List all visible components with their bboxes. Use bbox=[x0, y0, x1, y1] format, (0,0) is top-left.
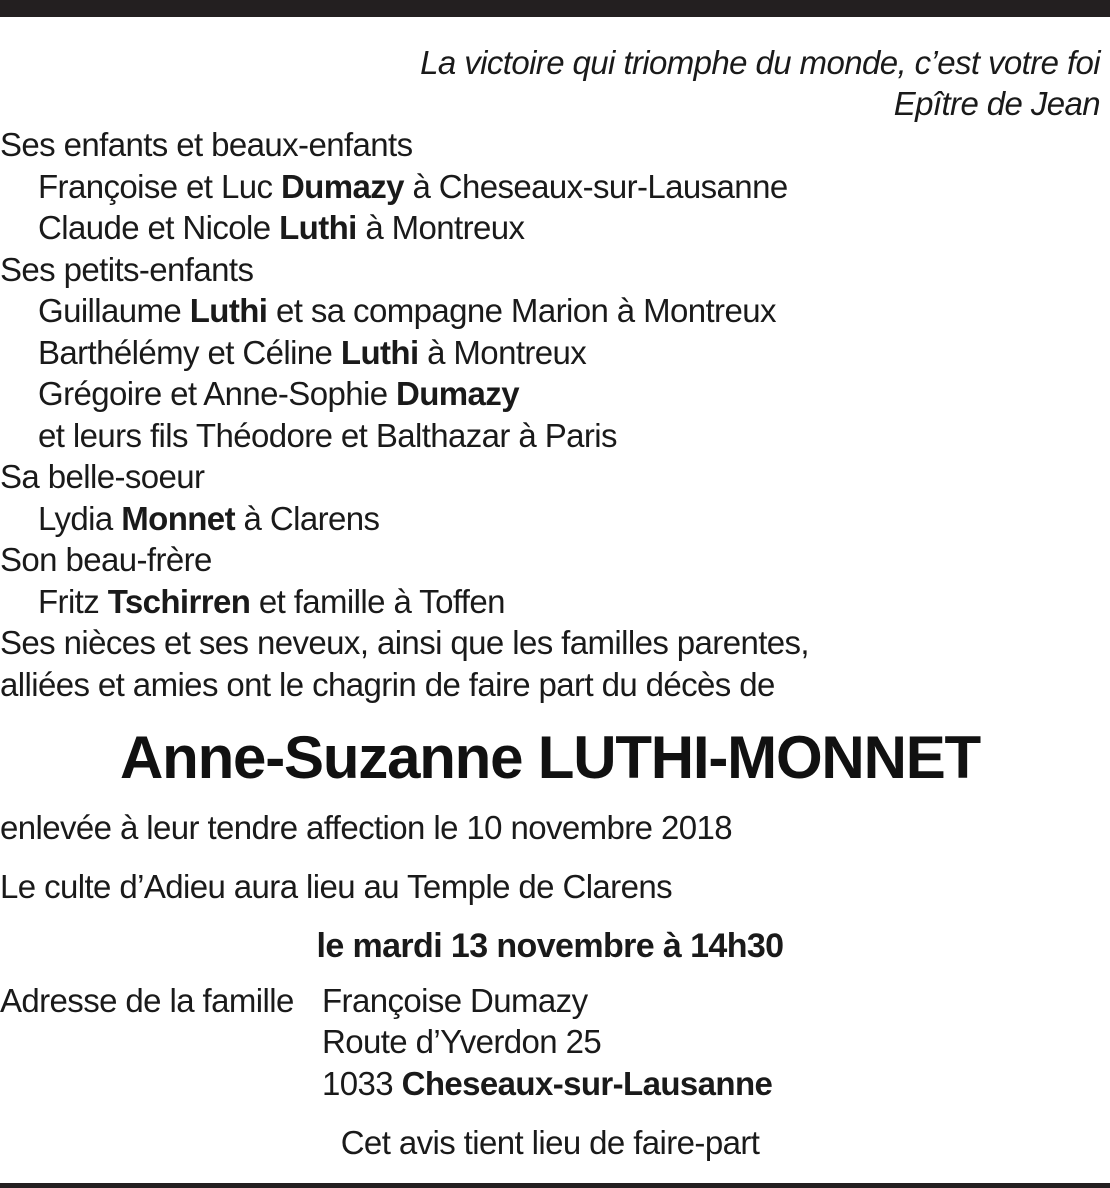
bottom-rule bbox=[0, 1183, 1110, 1188]
family-address-label: Adresse de la famille bbox=[0, 982, 294, 1019]
passing-date-line: enlevée à leur tendre affection le 10 novembre 2018 bbox=[0, 809, 732, 846]
brother-in-law-heading: Son beau-frère bbox=[0, 541, 212, 578]
address-name: Françoise Dumazy bbox=[322, 982, 588, 1019]
surname: Luthi bbox=[340, 334, 419, 371]
deceased-name: Anne-Suzanne LUTHI-MONNET bbox=[120, 724, 980, 791]
surname: Dumazy bbox=[396, 375, 519, 412]
family-member-line: et leurs fils Théodore et Balthazar à Paris bbox=[38, 417, 617, 454]
address-city: Cheseaux-sur-Lausanne bbox=[401, 1065, 773, 1102]
address-postcode: 1033 bbox=[322, 1065, 394, 1102]
service-datetime: le mardi 13 novembre à 14h30 bbox=[316, 927, 784, 965]
family-member-line: Guillaume Luthi et sa compagne Marion à Montreux bbox=[38, 292, 776, 329]
surname: Tschirren bbox=[107, 583, 251, 620]
family-member-line: Fritz Tschirren et famille à Toffen bbox=[38, 583, 505, 620]
top-rule bbox=[0, 0, 1110, 17]
surname: Luthi bbox=[279, 209, 357, 246]
surname: Monnet bbox=[121, 500, 235, 537]
family-member-line: Lydia Monnet à Clarens bbox=[38, 500, 380, 537]
family-member-line: Barthélémy et Céline Luthi à Montreux bbox=[38, 334, 587, 371]
relatives-line: Ses nièces et ses neveux, ainsi que les familles parentes, bbox=[0, 624, 809, 661]
epigraph-quote: La victoire qui triomphe du monde, c’est votre foi bbox=[420, 44, 1100, 81]
notice-line: Cet avis tient lieu de faire-part bbox=[340, 1124, 760, 1161]
family-member-line: Françoise et Luc Dumazy à Cheseaux-sur-Lausanne bbox=[38, 168, 788, 205]
address-street: Route d’Yverdon 25 bbox=[322, 1023, 602, 1060]
sister-in-law-heading: Sa belle-soeur bbox=[0, 458, 205, 495]
epigraph-source: Epître de Jean bbox=[893, 85, 1100, 122]
address-city-line bbox=[322, 1063, 772, 1105]
family-member-line: Claude et Nicole Luthi à Montreux bbox=[38, 209, 525, 246]
announcement-line: alliées et amies ont le chagrin de faire part du décès de bbox=[0, 666, 775, 703]
surname: Luthi bbox=[189, 292, 268, 329]
service-line: Le culte d’Adieu aura lieu au Temple de Clarens bbox=[0, 868, 672, 905]
children-heading: Ses enfants et beaux-enfants bbox=[0, 126, 413, 163]
grandchildren-heading: Ses petits-enfants bbox=[0, 251, 254, 288]
family-member-line: Grégoire et Anne-Sophie Dumazy bbox=[38, 375, 519, 412]
surname: Dumazy bbox=[280, 168, 404, 205]
